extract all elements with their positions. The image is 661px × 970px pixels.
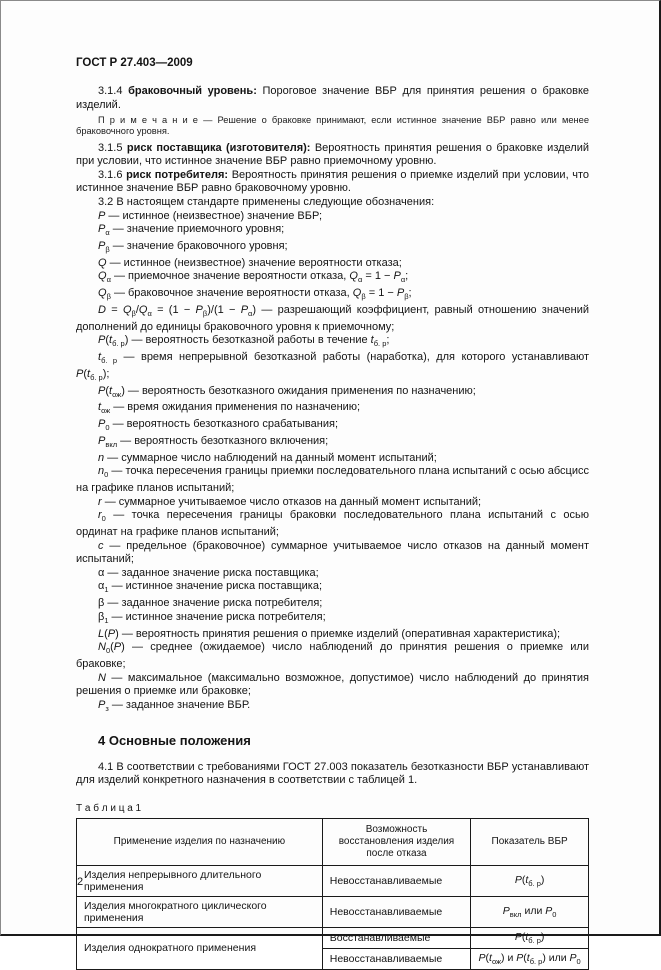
notation-item: $P_0$ — вероятность безотказного срабатывания; (98, 418, 339, 433)
notation-item: $P_з$ — заданное значение ВБР. (98, 698, 251, 713)
notation-item: $t_{б. р}$ — время непрерывной безотказной работы (наработка), для которого устанавливают $P(t_{б. р})$; (76, 351, 589, 382)
notation-item: $\beta_1$ — истинное значение риска потребителя; (98, 610, 326, 625)
col-header-recovery: Возможность восстановления изделия после отказа (322, 818, 470, 865)
para-3-2: 3.2 В настоящем стандарте применены следующие обозначения: (98, 195, 435, 208)
notation-item: $P_{вкл}$ — вероятность безотказного включения; (98, 434, 329, 450)
notation-item: $P_\beta$ — значение браковочного уровня; (98, 239, 288, 255)
para-3-1-6: 3.1.6 риск потребителя: Вероятность принятия решения о приемке изделий при условии, что истинное значение ВБР равно браковочному уровню. (76, 168, 589, 195)
notation-item: $Q_\beta$ — браковочное значение вероятности отказа, $Q_\beta = 1 - P_\beta$; (98, 287, 412, 302)
notation-item: $r_0$ — точка пересечения границы браковки последовательного плана испытаний с осью ординат на графике планов испытаний; (76, 509, 589, 539)
para-3-1-5: 3.1.5 риск поставщика (изготовителя): Вероятность принятия решения о браковке изделий при условии, что истинное значение ВБР равно приемочному уровню. (76, 141, 590, 168)
cell-indicator: $P(t_{б. р})$ (471, 865, 589, 896)
notation-item: $P(t_{ож})$ — вероятность безотказного ожидания применения по назначению; (98, 384, 476, 399)
cell-indicator: $P(t_{ож})$ и $P(t_{б. р})$ или $P_0$ (471, 948, 589, 969)
notation-item: L(P) — вероятность принятия решения о приемке изделий (оперативная характеристика); (98, 627, 561, 640)
notation-item: $D = Q_\beta/Q_\alpha = (1 - P_\beta)/(1 - P_\alpha)$ — разрешающий коэффициент, равный отношению значений дополнений до единицы браковочного уровня к приемочному; (76, 303, 589, 333)
notation-item: $t_{ож}$ — время ожидания применения по назначению; (98, 401, 361, 416)
notation-item: $n_0$ — точка пересечения границы приемки последовательного плана испытаний с осью абсцисс на графике планов испытаний; (76, 465, 589, 495)
notation-list (76, 210, 589, 716)
col-header-indicator: Показатель ВБР (471, 818, 589, 865)
section-4-heading: 4 Основные положения (98, 732, 251, 748)
table-row (77, 865, 589, 896)
notation-item: r — суммарное учитываемое число отказов на данный момент испытаний; (98, 495, 482, 508)
cell-application: Изделия однократного применения (77, 927, 323, 969)
cell-recovery: Восстанавливаемые (322, 927, 470, 948)
cell-recovery: Невосстанавливаемые (322, 865, 470, 896)
para-4-1: 4.1 В соответствии с требованиями ГОСТ 27.003 показатель безотказности ВБР устанавливают для изделий конкретного назначения в соответствии с таблицей 1. (76, 760, 589, 787)
table-header-row (77, 818, 589, 865)
cell-recovery: Невосстанавливаемые (322, 948, 470, 969)
table-row (77, 927, 589, 948)
page-number: 2 (77, 876, 84, 888)
notation-item: α — заданное значение риска поставщика; (98, 566, 319, 579)
notation-item: $P(t_{б. р})$ — вероятность безотказной работы в течение $t_{б. р}$; (98, 334, 390, 349)
cell-application: Изделия непрерывного длительного применения (77, 865, 323, 896)
notation-item: $\alpha_1$ — истинное значение риска поставщика; (98, 580, 323, 595)
note-3-1-4: П р и м е ч а н и е — Решение о браковке принимают, если истинное значение ВБР равно или менее браковочного уровня. (76, 115, 589, 137)
notation-item: $Q_\alpha$ — приемочное значение вероятности отказа, $Q_\alpha = 1 - P_\alpha$; (98, 270, 409, 285)
document-title: ГОСТ Р 27.403—2009 (76, 57, 193, 69)
col-header-application: Применение изделия по назначению (77, 818, 323, 865)
notation-item: $P_\alpha$ — значение приемочного уровня; (98, 223, 285, 238)
table-1-caption: Т а б л и ц а 1 (76, 802, 142, 814)
notation-item: P — истинное (неизвестное) значение ВБР; (98, 209, 323, 222)
notation-item: Q — истинное (неизвестное) значение вероятности отказа; (98, 256, 402, 269)
table-row (77, 896, 589, 927)
cell-application: Изделия многократного циклического применения (77, 896, 323, 927)
notation-item: c — предельное (браковочное) суммарное учитываемое число отказов на данный момент испытаний; (76, 539, 589, 566)
cell-recovery: Невосстанавливаемые (322, 896, 470, 927)
notation-item: β — заданное значение риска потребителя; (98, 597, 323, 610)
notation-item: n — суммарное число наблюдений на данный момент испытаний; (98, 451, 437, 464)
notation-item: N — максимальное (максимально возможное, допустимое) число наблюдений до принятия решения о приемке или браковке; (76, 671, 589, 698)
cell-indicator: $P(t_{б. р})$ (471, 927, 589, 948)
para-3-1-4: 3.1.4 браковочный уровень: Пороговое значение ВБР для принятия решения о браковке изделий. (76, 85, 589, 111)
notation-item: $N_0(P)$ — среднее (ожидаемое) число наблюдений до принятия решения о приемке или браковке; (76, 641, 589, 670)
cell-indicator: $P_{вкл}$ или $P_0$ (471, 896, 589, 927)
table-1 (76, 818, 589, 970)
